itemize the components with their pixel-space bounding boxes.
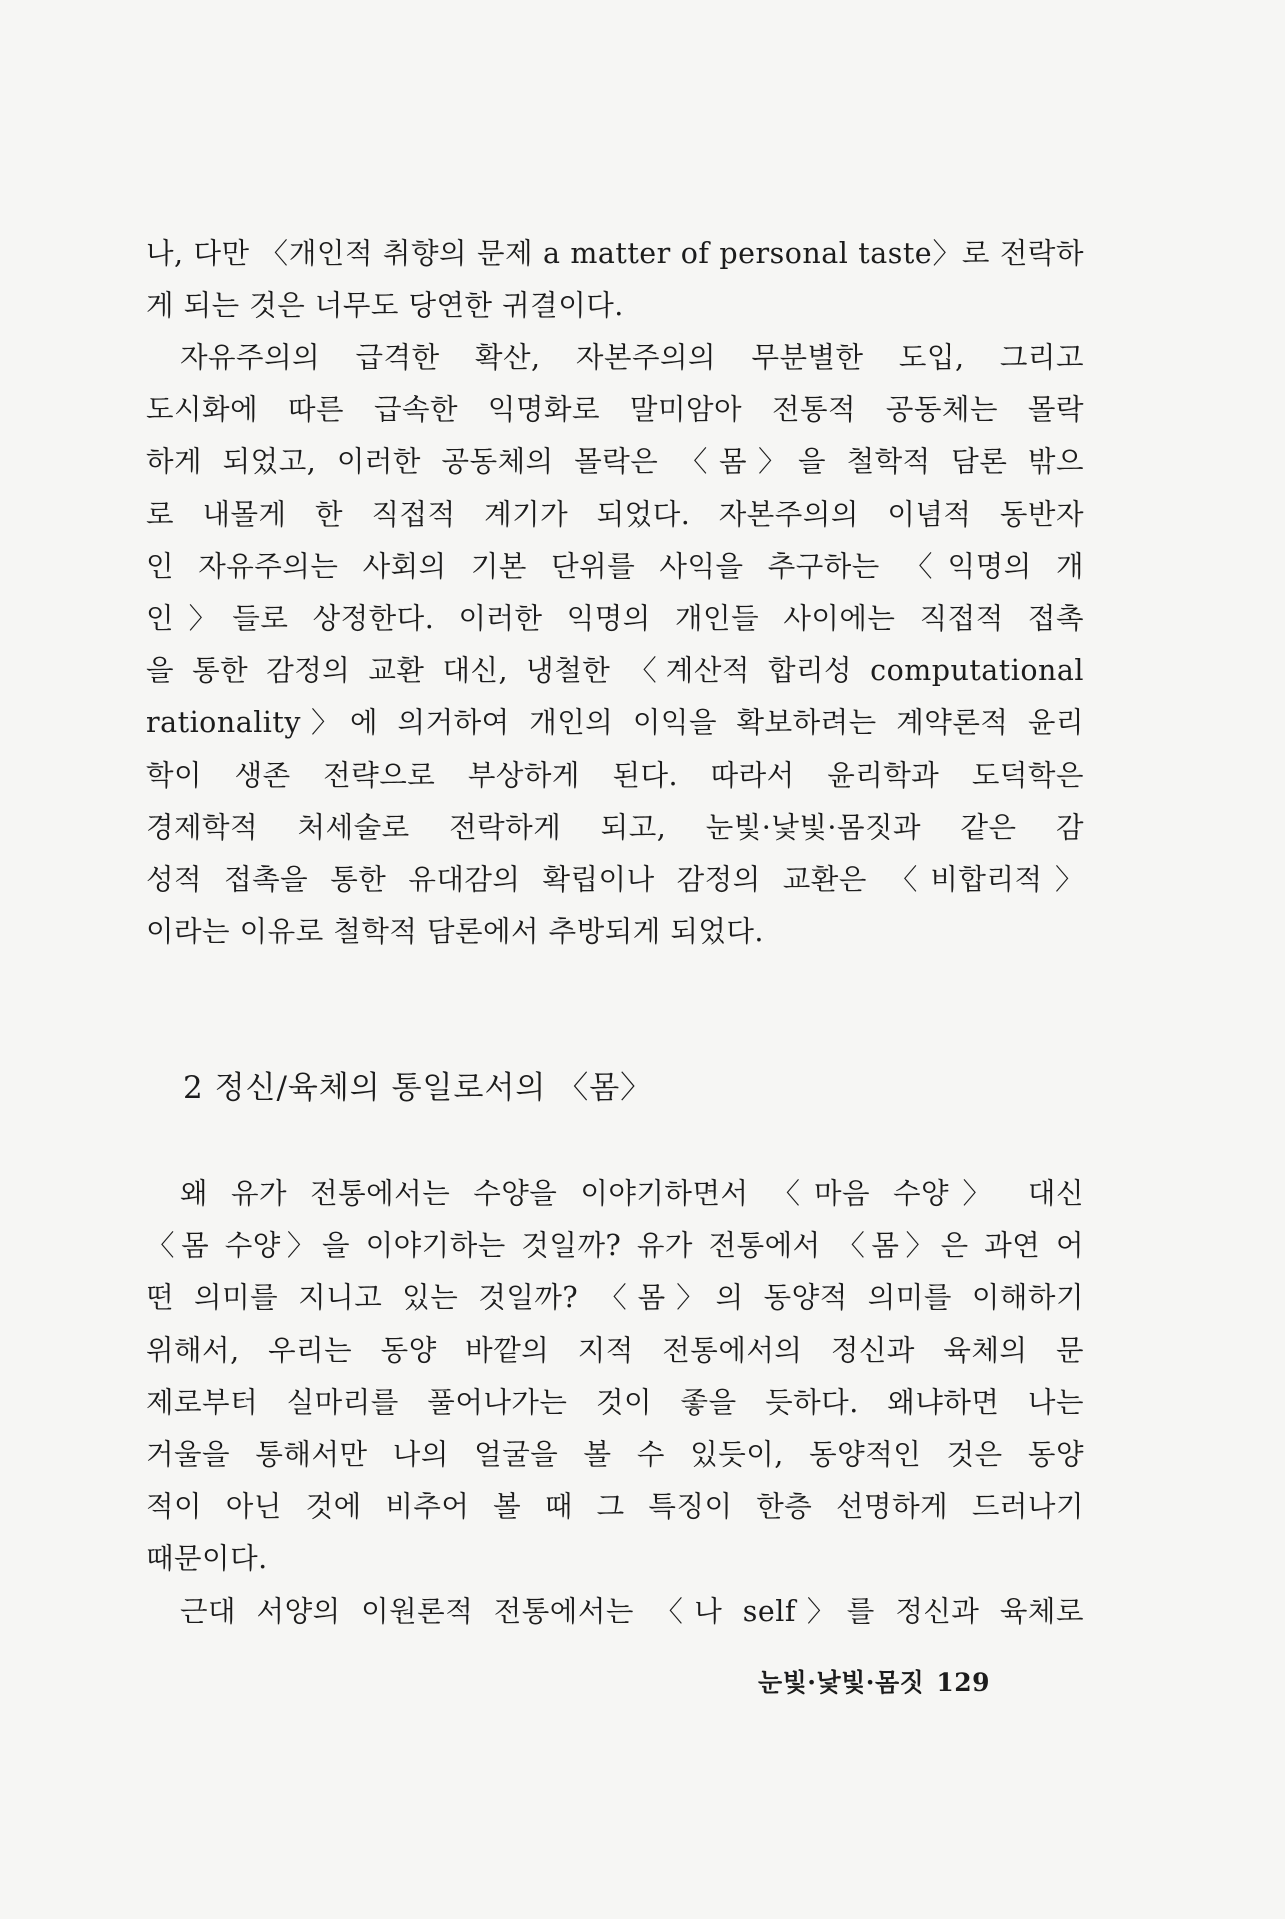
text-line: rationality〉에 의거하여 개인의 이익을 확보하려는 계약론적 윤리 <box>146 706 1084 740</box>
paragraph-continued <box>146 228 1084 332</box>
text-line: 인 자유주의는 사회의 기본 단위를 사익을 추구하는 〈익명의 개 <box>146 549 1084 583</box>
text-line: 경제학적 처세술로 전락하게 되고, 눈빛·낯빛·몸짓과 같은 감 <box>146 810 1084 844</box>
running-title: 눈빛·낯빛·몸짓 <box>758 1668 925 1697</box>
text-line: 성적 접촉을 통한 유대감의 확립이나 감정의 교환은 〈비합리적〉 <box>146 862 1084 896</box>
text-line: 〈몸 수양〉을 이야기하는 것일까? 유가 전통에서 〈몸〉은 과연 어 <box>146 1229 1084 1263</box>
text-line: 학이 생존 전략으로 부상하게 된다. 따라서 윤리학과 도덕학은 <box>146 758 1084 792</box>
text-line: 적이 아닌 것에 비추어 볼 때 그 특징이 한층 선명하게 드러나기 <box>146 1490 1084 1524</box>
text-line: 로 내몰게 한 직접적 계기가 되었다. 자본주의의 이념적 동반자 <box>146 497 1084 531</box>
paragraph-dualism <box>146 1586 1084 1638</box>
text-line: 도시화에 따른 급속한 익명화로 말미암아 전통적 공동체는 몰락 <box>146 393 1084 427</box>
text-line: 위해서, 우리는 동양 바깥의 지적 전통에서의 정신과 육체의 문 <box>146 1333 1084 1367</box>
text-line: 때문이다. <box>146 1542 268 1576</box>
section-heading: 2 정신/육체의 통일로서의 〈몸〉 <box>183 1070 653 1106</box>
paragraph-liberalism <box>146 332 1084 958</box>
text-line: 인〉들로 상정한다. 이러한 익명의 개인들 사이에는 직접적 접촉 <box>146 601 1084 635</box>
text-line: 을 통한 감정의 교환 대신, 냉철한 〈계산적 합리성 computational <box>146 654 1084 688</box>
text-line: 떤 의미를 지니고 있는 것일까? 〈몸〉의 동양적 의미를 이해하기 <box>146 1281 1084 1315</box>
text-line: 하게 되었고, 이러한 공동체의 몰락은 〈몸〉을 철학적 담론 밖으 <box>146 445 1084 479</box>
text-line: 왜 유가 전통에서는 수양을 이야기하면서 〈마음 수양〉 대신 <box>180 1177 1084 1210</box>
text-line: 나, 다만 〈개인적 취향의 문제 a matter of personal taste〉로 전락하 <box>146 237 1084 270</box>
text-line: 자유주의의 급격한 확산, 자본주의의 무분별한 도입, 그리고 <box>180 341 1084 374</box>
text-line: 거울을 통해서만 나의 얼굴을 볼 수 있듯이, 동양적인 것은 동양 <box>146 1437 1084 1471</box>
text-line: 제로부터 실마리를 풀어나가는 것이 좋을 듯하다. 왜냐하면 나는 <box>146 1385 1084 1419</box>
page-footer <box>758 1665 990 1701</box>
page-number: 129 <box>936 1668 990 1697</box>
text-line: 이라는 이유로 철학적 담론에서 추방되게 되었다. <box>146 915 764 949</box>
paragraph-body-cultivation <box>146 1168 1084 1586</box>
text-line: 게 되는 것은 너무도 당연한 귀결이다. <box>146 289 624 323</box>
text-line: 근대 서양의 이원론적 전통에서는 〈나 self〉를 정신과 육체로 <box>180 1595 1084 1628</box>
